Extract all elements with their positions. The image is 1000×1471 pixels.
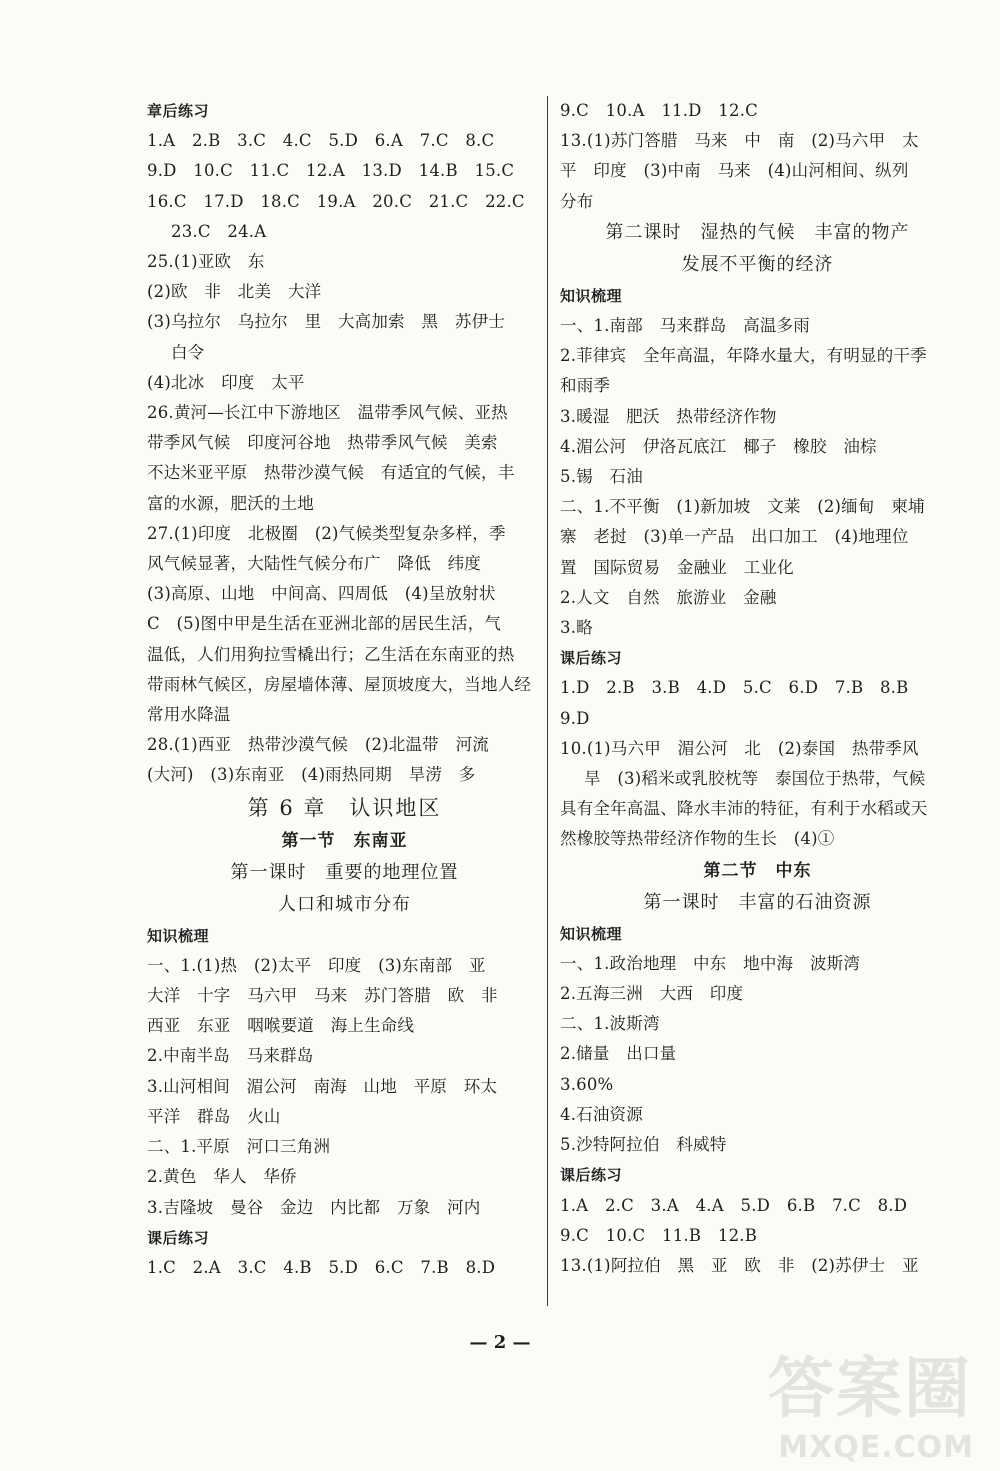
text-line: 3.吉隆坡 曼谷 金边 内比都 万象 河内 (147, 1197, 481, 1217)
text-line: 温低，人们用狗拉雪橇出行；乙生活在东南亚的热 (147, 644, 515, 664)
text-line: 带雨林气候区，房屋墙体薄、屋顶坡度大，当地人经 (147, 674, 532, 694)
text-line: 1.C 2.A 3.C 4.B 5.D 6.C 7.B 8.D (147, 1257, 496, 1277)
lesson-title: 第一课时 重要的地理位置 (230, 861, 459, 883)
section-title: 第一节 东南亚 (281, 830, 408, 851)
left-column (147, 96, 542, 1283)
text-line: C (5)图中甲是生活在亚洲北部的居民生活，气 (147, 614, 502, 634)
text-line: 3.60% (560, 1074, 614, 1094)
text-line: 不达米亚平原 热带沙漠气候 有适宜的气候，丰 (147, 463, 515, 483)
text-line: 西亚 东亚 咽喉要道 海上生命线 (147, 1016, 415, 1036)
text-line: 16.C 17.D 18.C 19.A 20.C 21.C 22.C (147, 191, 525, 211)
text-line: 27.(1)印度 北极圈 (2)气候类型复杂多样，季 (147, 523, 506, 543)
lesson-title: 第一课时 丰富的石油资源 (643, 891, 872, 913)
text-line: 3.暖湿 肥沃 热带经济作物 (560, 406, 777, 426)
text-line: 2.人文 自然 旅游业 金融 (560, 587, 777, 607)
text-line: 5.沙特阿拉伯 科威特 (560, 1135, 727, 1155)
text-line: 二、1.不平衡 (1)新加坡 文莱 (2)缅甸 柬埔 (560, 497, 925, 517)
text-line: 4.石油资源 (560, 1104, 643, 1124)
text-line: 5.锡 石油 (560, 467, 643, 487)
watermark-text-cn: 答案圈 (768, 1350, 972, 1427)
watermark-logo (732, 1335, 982, 1465)
text-line: 10.(1)马六甲 湄公河 北 (2)泰国 热带季风 (560, 738, 919, 758)
chapter-title: 第 6 章 认识地区 (247, 795, 442, 820)
text-line: (大河) (3)东南亚 (4)雨热同期 旱涝 多 (147, 765, 476, 785)
text-line: (3)高原、山地 中间高、四周低 (4)呈放射状 (147, 584, 496, 604)
text-line: 分布 (560, 191, 594, 211)
page-number: — 2 — (469, 1332, 531, 1353)
text-line: 4.湄公河 伊洛瓦底江 椰子 橡胶 油棕 (560, 436, 877, 456)
text-line: 带季风气候 印度河谷地 热带季风气候 美索 (147, 433, 498, 453)
text-line: 2.五海三洲 大西 印度 (560, 984, 744, 1004)
right-column (560, 96, 955, 1281)
text-line: 常用水降温 (147, 705, 231, 725)
text-line: 一、1.(1)热 (2)太平 印度 (3)东南部 亚 (147, 955, 486, 975)
text-line: 二、1.平原 河口三角洲 (147, 1137, 331, 1157)
subheading: 知识梳理 (147, 926, 210, 945)
text-line: 3.山河相间 湄公河 南海 山地 平原 环太 (147, 1076, 498, 1096)
lesson-title: 发展不平衡的经济 (681, 253, 834, 275)
text-line: 3.略 (560, 618, 593, 638)
text-line: 旱 (3)稻米或乳胶枕等 泰国位于热带，气候 (584, 769, 926, 789)
text-line: 13.(1)苏门答腊 马来 中 南 (2)马六甲 太 (560, 131, 919, 151)
text-line: 平洋 群岛 火山 (147, 1106, 281, 1126)
text-line: 26.黄河—长江中下游地区 温带季风气候、亚热 (147, 403, 508, 423)
text-line: 一、1.政治地理 中东 地中海 波斯湾 (560, 953, 861, 973)
text-line: 大洋 十字 马六甲 马来 苏门答腊 欧 非 (147, 986, 498, 1006)
text-line: 风气候显著，大陆性气候分布广 降低 纬度 (147, 554, 481, 574)
text-line: 9.D 10.C 11.C 12.A 13.D 14.B 15.C (147, 161, 515, 181)
text-line: 9.C 10.C 11.B 12.B (560, 1225, 758, 1245)
watermark-text-en: MXQE.COM (778, 1430, 974, 1465)
section-title: 第二节 中东 (703, 860, 812, 881)
text-line: 平 印度 (3)中南 马来 (4)山河相间、纵列 (560, 161, 909, 181)
text-line: 1.A 2.C 3.A 4.A 5.D 6.B 7.C 8.D (560, 1195, 908, 1215)
text-line: 23.C 24.A (171, 221, 267, 241)
text-line: (4)北冰 印度 太平 (147, 372, 305, 392)
column-divider (547, 96, 548, 1306)
text-line: 然橡胶等热带经济作物的生长 (4)① (560, 829, 835, 849)
text-line: 2.中南半岛 马来群岛 (147, 1046, 314, 1066)
text-line: 28.(1)西亚 热带沙漠气候 (2)北温带 河流 (147, 735, 489, 755)
text-line: 白令 (171, 342, 205, 362)
text-line: 和雨季 (560, 376, 611, 396)
text-line: 二、1.波斯湾 (560, 1014, 660, 1034)
text-line: 25.(1)亚欧 东 (147, 252, 265, 272)
text-line: 1.D 2.B 3.B 4.D 5.C 6.D 7.B 8.B (560, 678, 909, 698)
subheading: 章后练习 (147, 102, 210, 120)
text-line: 9.C 10.A 11.D 12.C (560, 101, 758, 120)
text-line: 9.D (560, 708, 590, 728)
subheading: 知识梳理 (560, 924, 623, 943)
text-line: (3)乌拉尔 乌拉尔 里 大高加索 黑 苏伊士 (147, 312, 505, 332)
text-line: 富的水源，肥沃的土地 (147, 493, 314, 513)
subheading: 课后练习 (147, 1228, 210, 1247)
text-line: 1.A 2.B 3.C 4.C 5.D 6.A 7.C 8.C (147, 131, 495, 151)
text-line: 2.黄色 华人 华侨 (147, 1167, 297, 1187)
text-line: (2)欧 非 北美 大洋 (147, 282, 322, 302)
subheading: 课后练习 (560, 1166, 623, 1185)
subheading: 知识梳理 (560, 286, 623, 305)
text-line: 一、1.南部 马来群岛 高温多雨 (560, 316, 810, 336)
text-line: 置 国际贸易 金融业 工业化 (560, 557, 794, 577)
lesson-title: 第二课时 湿热的气候 丰富的物产 (605, 221, 910, 243)
subheading: 课后练习 (560, 649, 623, 668)
text-line: 13.(1)阿拉伯 黑 亚 欧 非 (2)苏伊士 亚 (560, 1255, 919, 1275)
text-line: 2.菲律宾 全年高温，年降水量大，有明显的干季 (560, 346, 927, 366)
text-line: 2.储量 出口量 (560, 1044, 677, 1064)
text-line: 具有全年高温、降水丰沛的特征，有利于水稻或天 (560, 799, 928, 819)
text-line: 寨 老挝 (3)单一产品 出口加工 (4)地理位 (560, 527, 909, 547)
lesson-title: 人口和城市分布 (278, 893, 411, 915)
